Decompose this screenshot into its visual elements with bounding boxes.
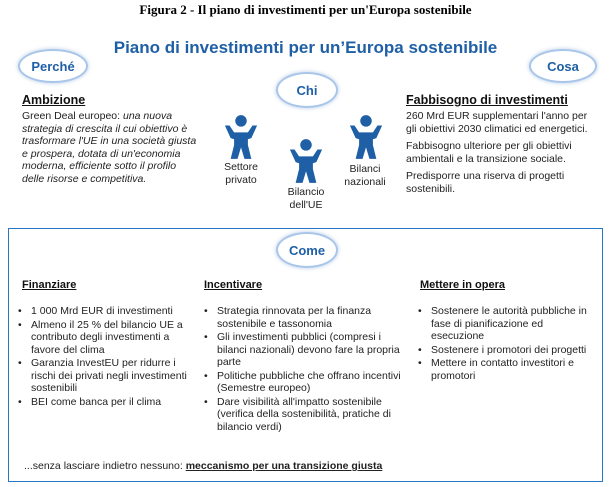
figure-caption: Figura 2 - Il piano di investimenti per un'Europa sostenibile — [139, 2, 472, 17]
actor-settore-privato — [218, 114, 264, 160]
list-item: • Sostenere le autorità pubbliche in fase di pianificazione ed esecuzione — [418, 305, 587, 342]
actor-label-line: Bilanci — [349, 163, 381, 175]
actor-label-line: Bilancio — [287, 186, 325, 198]
list-item: • Politiche pubbliche che offrano incentivi (Semestre europeo) — [204, 369, 401, 394]
list-item: • Gli investimenti pubblici (compresi i bilanci nazionali) devono fare la propria parte — [204, 331, 400, 368]
list-item: • Garanzia InvestEU per ridurre i rischi dei privati negli investimenti sostenibili — [18, 357, 187, 394]
column-list-mettere-in-opera — [418, 305, 596, 382]
actor-label-settore-privato — [212, 161, 270, 186]
ambizione-description: una nuova strategia di crescita il cui obiettivo è trasformare l'UE in una società giusta e prospera, dotata di un'economia moderna, efficiente sotto il profilo delle risorse e competitiva. — [22, 110, 197, 185]
fabbisogno-text — [406, 110, 596, 195]
ambizione-lead: Green Deal europeo: — [22, 110, 121, 122]
footer-line — [24, 460, 382, 472]
fabbisogno-paragraph: Fabbisogno ulteriore per gli obiettivi ambientali e la transizione sociale. — [406, 140, 572, 165]
actor-label-line: nazionali — [344, 175, 386, 188]
column-heading-mettere-in-opera: Mettere in opera — [420, 279, 505, 291]
actor-bilanci-nazionali — [343, 114, 389, 160]
list-item-text: Mettere in contatto investitori e promotori — [431, 357, 574, 382]
diagram-title: Piano di investimenti per un’Europa sostenibile — [113, 38, 498, 57]
list-item: • Dare visibilità all'impatto sostenibile (verifica della sostenibilità, pratiche di bilancio verdi) — [204, 395, 391, 433]
person-icon — [218, 114, 264, 160]
actor-label-bilanci-nazionali — [334, 163, 396, 188]
list-item-text: 1 000 Mrd EUR di investimenti — [31, 305, 173, 317]
oval-cosa: Cosa — [529, 49, 597, 83]
list-item-text: Garanzia InvestEU per ridurre i rischi dei privati negli investimenti sostenibili — [31, 357, 187, 394]
column-heading-incentivare: Incentivare — [204, 279, 263, 291]
list-item-text: Sostenere le autorità pubbliche in fase di pianificazione ed esecuzione — [431, 305, 587, 342]
list-item: • 1 000 Mrd EUR di investimenti — [18, 305, 173, 317]
fabbisogno-paragraph: Predisporre una riserva di progetti sostenibili. — [406, 170, 565, 195]
oval-perche: Perché — [18, 49, 88, 83]
list-item-text: Politiche pubbliche che offrano incentivi (Semestre europeo) — [217, 369, 401, 394]
list-item: • Sostenere i promotori dei progetti — [418, 343, 587, 356]
fabbisogno-heading: Fabbisogno di investimenti — [406, 93, 568, 107]
actor-label-line: Settore — [224, 161, 258, 173]
oval-come: Come — [276, 232, 338, 268]
list-item-text: Sostenere i promotori dei progetti — [431, 343, 587, 356]
list-item-text: BEI come banca per il clima — [31, 395, 162, 408]
person-icon — [343, 114, 389, 160]
list-item: • Almeno il 25 % del bilancio UE a contributo degli investimenti a favore del clima — [18, 318, 183, 356]
column-heading-finanziare: Finanziare — [22, 279, 77, 291]
footer-emphasis: meccanismo per una transizione giusta — [185, 460, 383, 472]
person-icon — [283, 138, 329, 184]
list-item: • Strategia rinnovata per la finanza sostenibile e tassonomia — [204, 305, 372, 330]
list-item-text: Strategia rinnovata per la finanza sostenibile e tassonomia — [217, 305, 372, 330]
list-item-text: Dare visibilità all'impatto sostenibile (verifica della sostenibilità, pratiche di bilancio verdi) — [217, 395, 391, 433]
column-list-incentivare — [204, 305, 404, 433]
list-item-text: Almeno il 25 % del bilancio UE a contributo degli investimenti a favore del clima — [31, 318, 183, 356]
actor-label-line: dell'UE — [289, 198, 323, 211]
column-list-finanziare — [18, 305, 194, 408]
actor-bilancio-ue — [283, 138, 329, 184]
actor-label-line: privato — [225, 173, 257, 186]
fabbisogno-paragraph: 260 Mrd EUR supplementari l'anno per gli obiettivi 2030 climatici ed energetici. — [406, 110, 588, 135]
actor-label-bilancio-ue — [277, 186, 335, 211]
list-item: • Mettere in contatto investitori e promotori — [418, 357, 574, 382]
list-item: • BEI come banca per il clima — [18, 395, 162, 408]
oval-chi: Chi — [276, 72, 338, 108]
footer-prefix: ...senza lasciare indietro nessuno: — [24, 460, 183, 472]
ambizione-text — [22, 110, 200, 185]
list-item-text: Gli investimenti pubblici (compresi i bilanci nazionali) devono fare la propria parte — [217, 331, 400, 368]
ambizione-heading: Ambizione — [22, 93, 86, 107]
